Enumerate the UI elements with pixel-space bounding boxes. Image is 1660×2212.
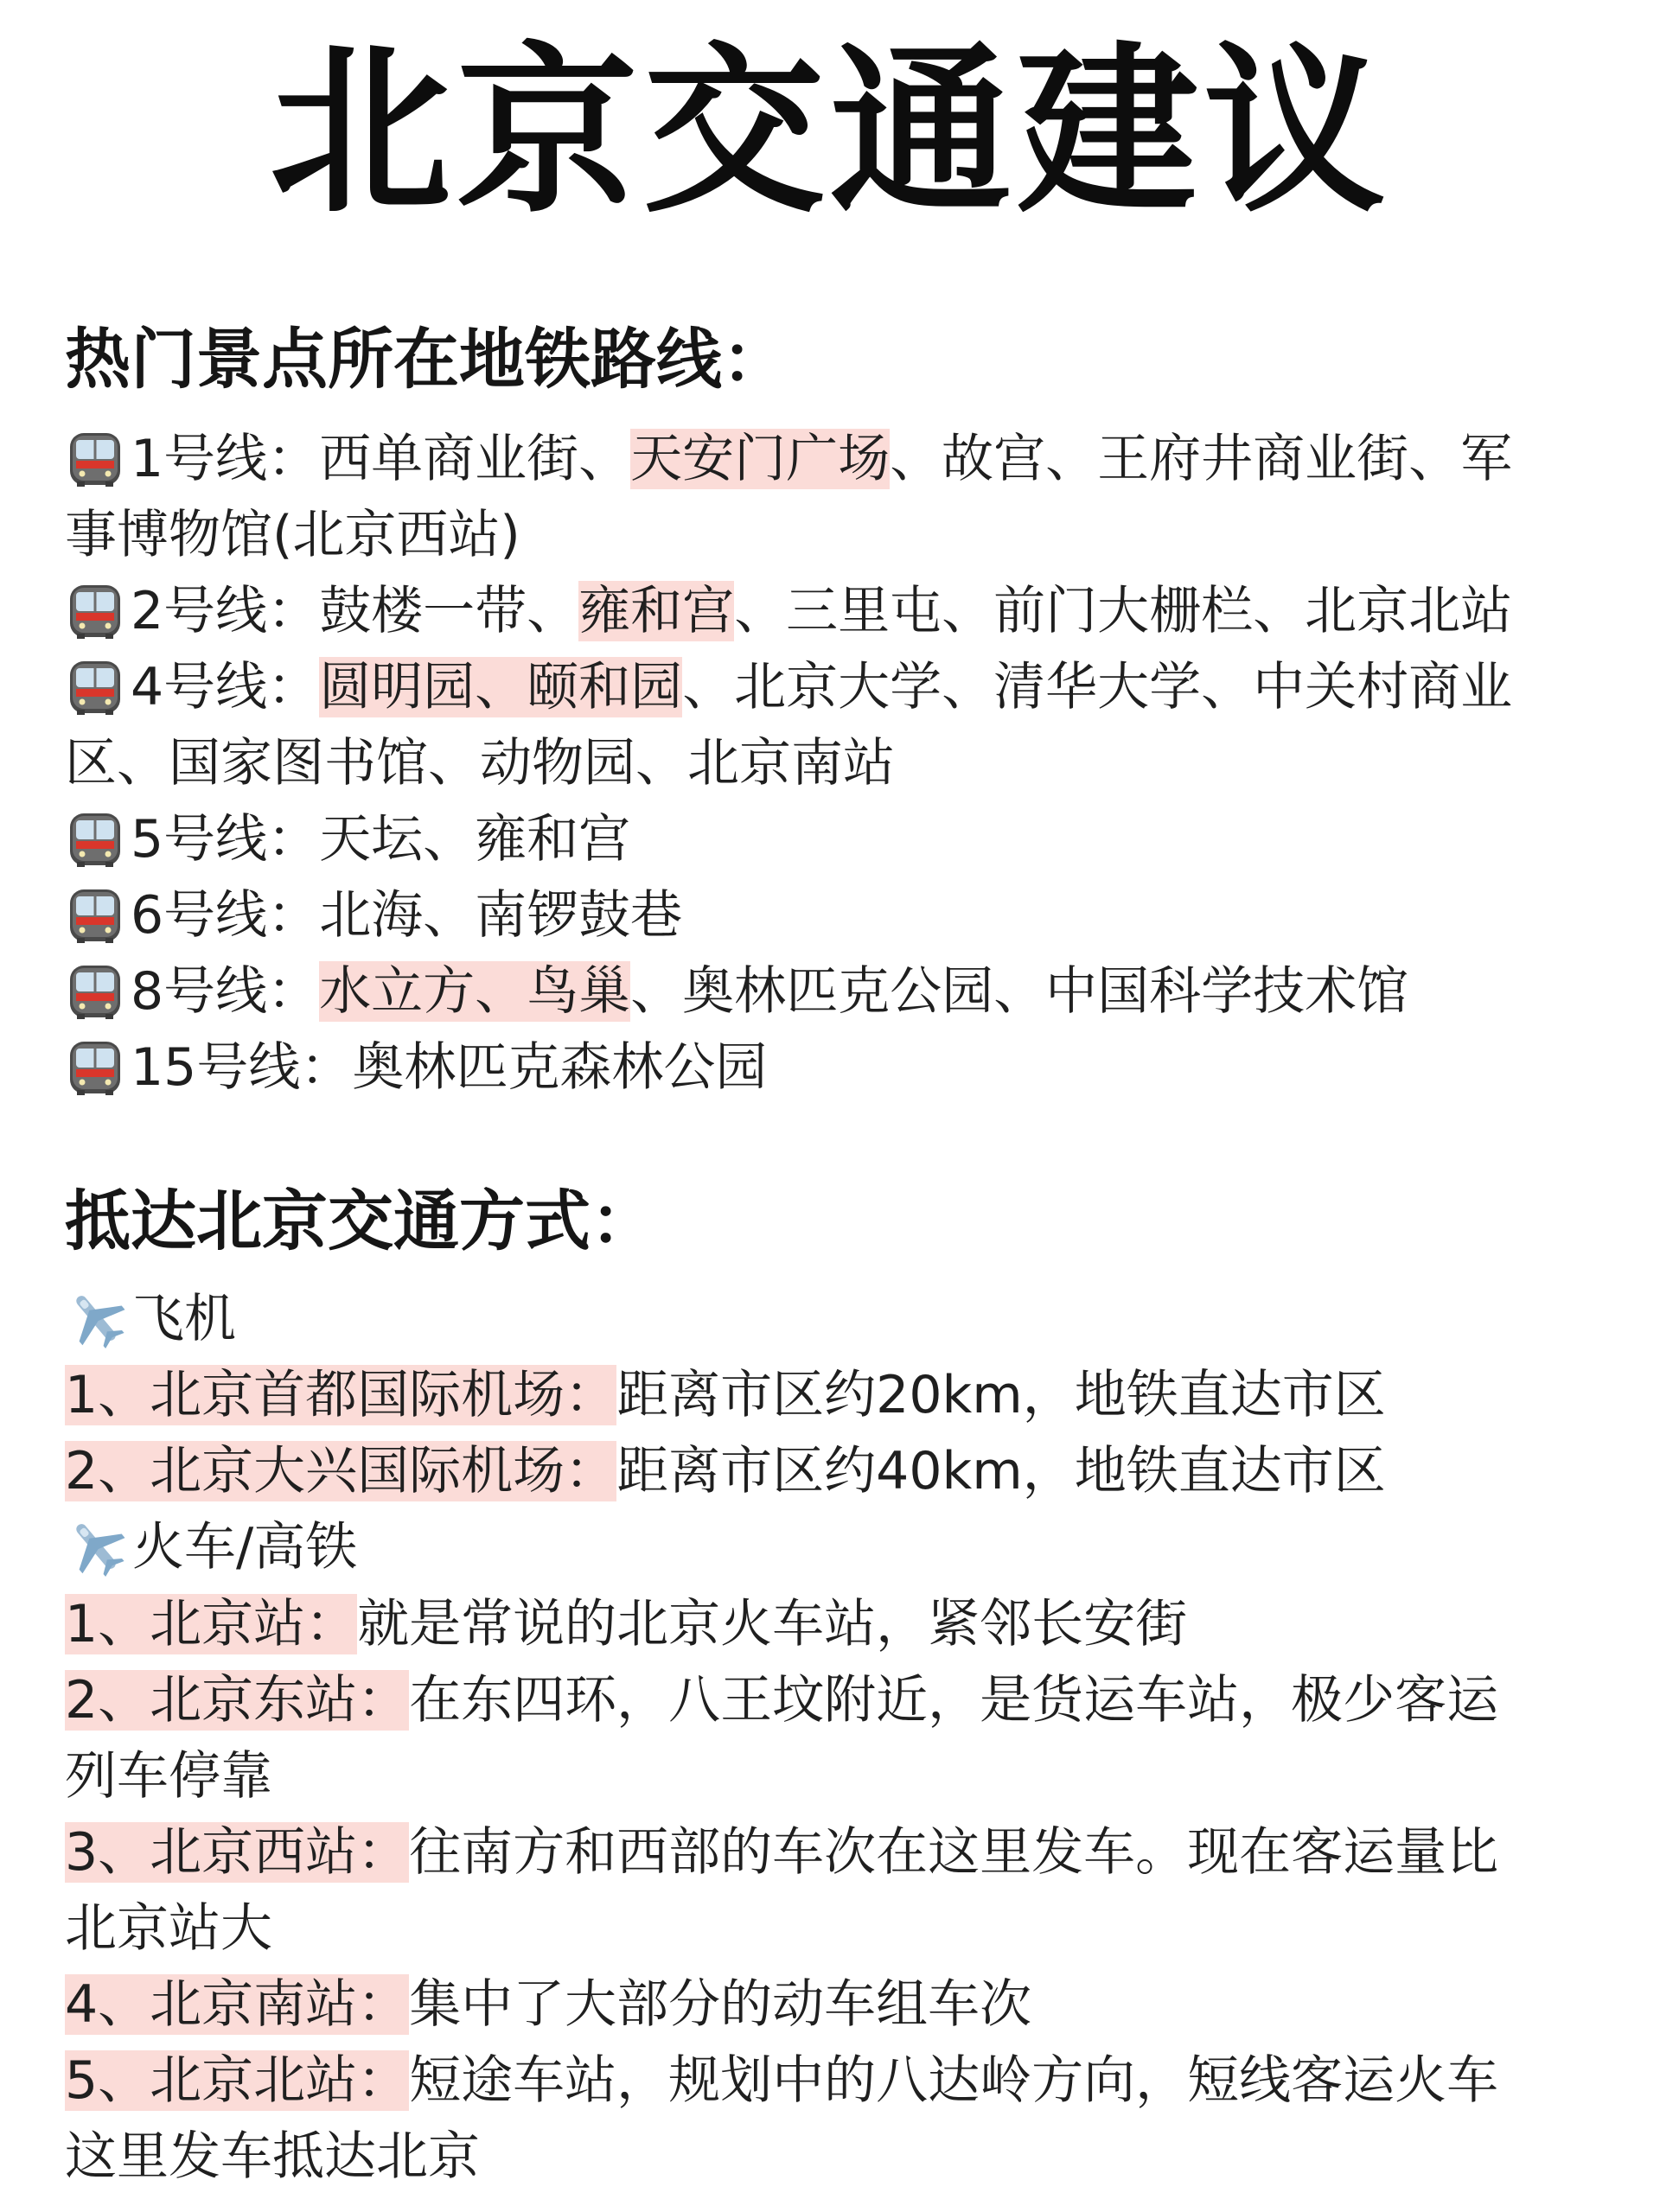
stations-text: 西单商业街、 [319, 429, 631, 489]
metro-train-icon [65, 808, 125, 869]
station-item [65, 1662, 1612, 1739]
stations-text: 鼓楼一带、 [319, 581, 579, 641]
metro-train-icon [65, 656, 125, 717]
metro-line-continuation: 事博物馆(北京西站) [65, 505, 520, 565]
metro-line-label: 15号线： [131, 1037, 353, 1098]
stations-text: 北海、南锣鼓巷 [319, 885, 683, 946]
airport-item [65, 1357, 1612, 1434]
station-name: 4、北京南站： [65, 1974, 410, 2035]
stations-text: 、北京大学、清华大学、中关村商业 [682, 657, 1513, 717]
metro-line-label: 6号线： [131, 885, 320, 946]
metro-line-label: 2号线： [131, 581, 320, 641]
station-name: 2、北京东站： [65, 1670, 410, 1731]
airport-description: 距离市区约20km，地铁直达市区 [616, 1365, 1386, 1425]
metro-train-icon [65, 884, 125, 945]
metro-line-4 [65, 649, 1612, 726]
metro-train-icon [65, 580, 125, 641]
station-description-continuation: 列车停靠 [65, 1746, 272, 1807]
airport-name: 2、北京大兴国际机场： [65, 1441, 617, 1501]
stations-text: 天坛、雍和宫 [319, 809, 631, 870]
airplane-icon [65, 1287, 127, 1349]
station-name: 5、北京北站： [65, 2050, 410, 2111]
airport-name: 1、北京首都国际机场： [65, 1365, 617, 1425]
airport-description: 距离市区约40km，地铁直达市区 [616, 1441, 1386, 1501]
station-item [65, 2043, 1612, 2120]
station-description-continuation: 这里发车抵达北京 [65, 2126, 480, 2187]
metro-line-label: 4号线： [131, 657, 320, 717]
highlighted-stations: 水立方、鸟巢 [319, 961, 631, 1022]
airplane-icon [65, 1515, 127, 1578]
station-description: 短途车站，规划中的八达岭方向，短线客运火车 [409, 2050, 1499, 2111]
station-item [65, 1967, 1612, 2043]
metro-line-label: 1号线： [131, 429, 320, 489]
arrival-section-heading: 抵达北京交通方式： [65, 1182, 656, 1259]
metro-line-15 [65, 1030, 1612, 1106]
metro-line-5 [65, 801, 1612, 878]
stations-text: 奥林匹克森林公园 [352, 1037, 768, 1098]
category-label: 飞机 [132, 1289, 236, 1349]
plane-category [65, 1281, 1612, 1358]
highlighted-stations: 雍和宫 [578, 581, 735, 641]
page-title: 北京交通建议 [269, 26, 1390, 238]
station-name: 3、北京西站： [65, 1822, 410, 1883]
stations-text: 、奥林匹克公园、中国科学技术馆 [630, 961, 1409, 1022]
metro-train-icon [65, 1036, 125, 1097]
metro-train-icon [65, 428, 125, 488]
metro-line-continuation: 区、国家图书馆、动物园、北京南站 [65, 733, 895, 794]
station-description: 在东四环，八王坟附近，是货运车站，极少客运 [409, 1670, 1499, 1731]
station-description: 往南方和西部的车次在这里发车。现在客运量比 [409, 1822, 1499, 1883]
metro-line-6 [65, 877, 1612, 954]
station-item [65, 1814, 1612, 1891]
station-description: 集中了大部分的动车组车次 [409, 1974, 1032, 2035]
station-description-continuation: 北京站大 [65, 1898, 272, 1959]
metro-line-label: 5号线： [131, 809, 320, 870]
stations-text: 、三里屯、前门大栅栏、北京北站 [734, 581, 1513, 641]
metro-train-icon [65, 960, 125, 1021]
highlighted-stations: 天安门广场 [630, 429, 891, 489]
stations-text: 、故宫、王府井商业街、军 [890, 429, 1513, 489]
metro-section-heading: 热门景点所在地铁路线： [65, 321, 788, 398]
station-item [65, 1586, 1612, 1663]
train-category [65, 1509, 1612, 1586]
station-name: 1、北京站： [65, 1594, 358, 1654]
metro-line-8 [65, 953, 1612, 1030]
metro-line-1 [65, 421, 1612, 498]
metro-line-2 [65, 573, 1612, 650]
highlighted-stations: 圆明园、颐和园 [319, 657, 683, 717]
airport-item [65, 1433, 1612, 1510]
category-label: 火车/高铁 [132, 1517, 358, 1578]
station-description: 就是常说的北京火车站，紧邻长安街 [357, 1594, 1188, 1654]
metro-line-label: 8号线： [131, 961, 320, 1022]
